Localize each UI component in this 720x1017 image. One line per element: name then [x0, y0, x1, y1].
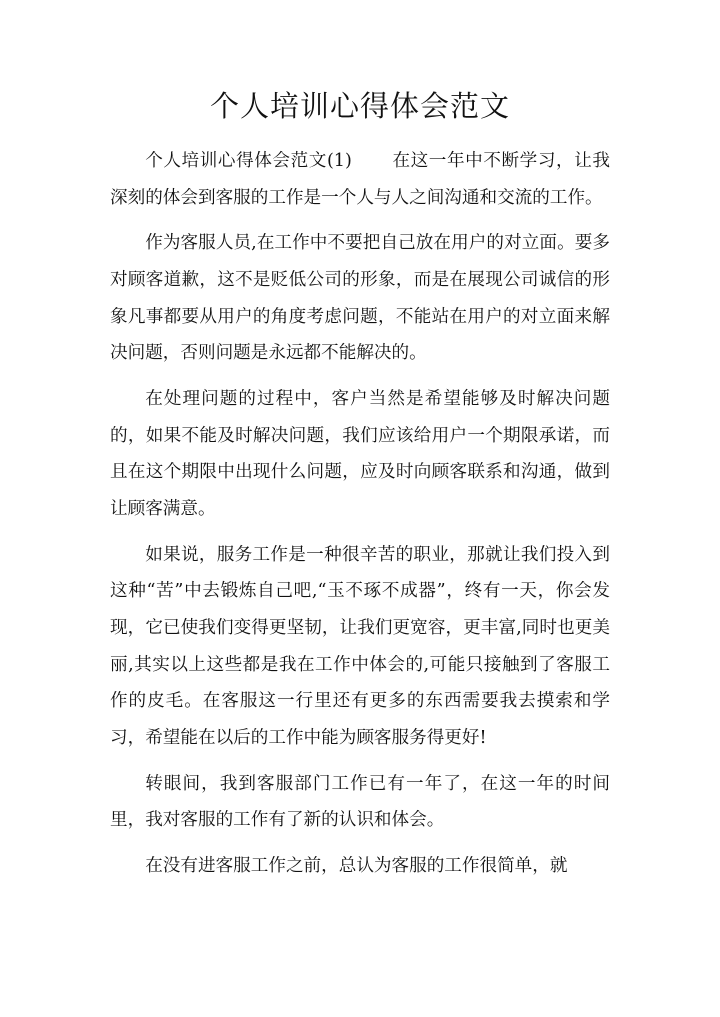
body-paragraph-2: 在处理问题的过程中，客户当然是希望能够及时解决问题的，如果不能及时解决问题，我们应该给用户一个期限承诺，而且在这个期限中出现什么问题，应及时向顾客联系和沟通，做到让顾客满意。 [110, 389, 610, 519]
body-paragraph-3: 如果说，服务工作是一种很辛苦的职业，那就让我们投入到这种“苦”中去锻炼自己吧,“玉不琢不成器”，终有一天，你会发现，它已使我们变得更坚韧，让我们更宽容，更丰富,同时也更美丽,其实以上这些都是我在工作中体会的,可能只接触到了客服工作的皮毛。在客服这一行里还有更多的东西需要我去摸索和学习，希望能在以后的工作中能为顾客服务得更好! [110, 544, 610, 748]
document-body [110, 143, 610, 885]
intro-paragraph [110, 143, 610, 216]
body-paragraph-1: 作为客服人员,在工作中不要把自己放在用户的对立面。要多对顾客道歉，这不是贬低公司的形象，而是在展现公司诚信的形象凡事都要从用户的角度考虑问题，不能站在用户的对立面来解决问题，否则问题是永远都不能解决的。 [110, 233, 610, 364]
document-title: 个人培训心得体会范文 [209, 89, 510, 123]
intro-text: 在这一年中不断学习，让我深刻的体会到客服的工作是一个人与人之间沟通和交流的工作。 [110, 151, 610, 208]
body-paragraph-5: 在没有进客服工作之前，总认为客服的工作很简单，就 [145, 856, 568, 877]
body-paragraph-4: 转眼间，我到客服部门工作已有一年了，在这一年的时间里，我对客服的工作有了新的认识和体会。 [110, 773, 610, 831]
intro-subtitle: 个人培训心得体会范文(1) [145, 151, 352, 171]
